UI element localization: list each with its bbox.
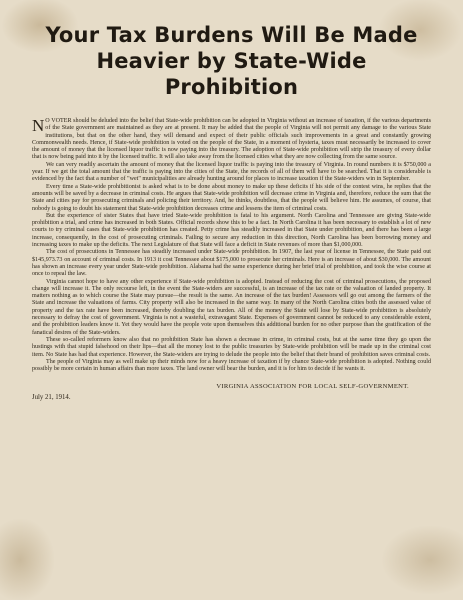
paragraph-7: These so-called reformers know also that no prohibition State has shown a decrease in crime, in criminal costs, but at the same time they go upon the hustings with that stupid falsehood on their lips—that all the money lost to the public treasuries by State-wide prohibition will be made up in the criminal cost item. No State has had that experience. However, the State-widers are trying to delude the people into the belief that their brand of prohibition saves criminal costs. [32,336,431,358]
page-title [32,22,431,100]
paragraph-text: O VOTER should be deluded into the belief that State-wide prohibition can be adopted in Virginia without an increase of taxation, if the various departments of the State government are maintained as they are at present. It may be added that the people of Virginia will not permit any damage to the various State institutions, but that on the other hand, they will demand and expect of their public officials such improvements in a great and constantly growing Commonwealth needs. Hence, if State-wide prohibition is voted on the people of the State, in a moment of hysteria, taxes must necessarily be increased to cover the amount of money that the licensed liquor traffic is now paying into the treasury. The adoption of State-wide prohibition will strip the treasury of every dollar that is now being paid into it by the licensed traffic. It will also take away from the licensed cities what they are now collecting from the same source. [32,118,431,161]
title-line-2: Heavier by State-Wide [96,49,367,73]
date-line: July 21, 1914. [32,394,71,402]
paragraph-5: The cost of prosecutions in Tennessee has steadily increased under State-wide prohibition. In 1907, the last year of license in Tennessee, the State paid out $145,973.73 on account of criminal costs. In 1913 it cost Tennessee about $175,000 to prosecute her criminals. Here is an increase of about $30,000. The amount has shown an increase every year under State-wide prohibition. Alabama had the same experience during her brief trial of prohibition, and took the wise course at once to repeal the law. [32,249,431,278]
article-body [32,118,431,373]
title-line-3: Prohibition [164,75,299,99]
paragraph-3: Every time a State-wide prohibitionist is asked what is to be done about money to make up these deficits if his side of the contest wins, he replies that the amounts will be saved by a decrease in criminal costs. He argues that State-wide prohibition will decrease crime in Virginia and, therefore, reduce the sum that the State and cities pay for prosecuting criminals and policing their territory. And, he thinks, doubtless, that the people will believe him. He assumes, of course, that nobody is going to doubt his statement that State-wide prohibition decreases crime and lessens the item of criminal costs. [32,183,431,212]
paragraph-2: We can very readily ascertain the amount of money that the licensed liquor traffic is paying into the treasury of Virginia. In round numbers it is $750,000 a year. If we get the total amount that the traffic is paying into the cities of the State, the records of all of them will have to be searched. That it is considerable is evidenced by the fact that a number of "wet" municipalities are already hunting around for places to increase taxation if the State-widers win in September. [32,161,431,183]
drop-cap: N [32,116,45,135]
paragraph-1 [32,118,431,162]
paragraph-6: Virginia cannot hope to have any other experience if State-wide prohibition is adopted. Instead of reducing the cost of criminal prosecutions, the proposed change will increase it. The only recourse left, in the event the State-widers are successful, is an increase of the tax rate or the valuation of landed property. It matters nothing as to which course the State may pursue—the result is the same. An increase of the tax burden! Assessors will go out among the farmers of the State and increase the valuations of farms. City property will also be increased in the same way. In many of the North Carolina cities both the assessed value of property and the tax rate have been increased, thereby doubling the tax burden. All of the money the State will lose by State-wide prohibition is absolutely necessary to defray the cost of government. Virginia is not a wasteful, extravagant State. Expenses of government cannot be reduced to any considerable extent, and the prohibition leaders know it. Yet they would have the people vote upon themselves this additional burden for no other purpose than the gratification of the fanatical desires of the State-widers. [32,278,431,336]
paragraph-8: The people of Virginia may as well make up their minds now for a heavy increase of taxation if by chance State-wide prohibition is adopted. Nothing could possibly be more certain in human affairs than more taxes. The land owner will bear the burden, and it is for him to decide if he wants it. [32,358,431,373]
paragraph-4: But the experience of sister States that have tried State-wide prohibition is fatal to his argument. North Carolina and Tennessee are giving State-wide prohibition a trial, and crime has increased in both States. Official records show this to be a fact. In North Carolina it has been necessary to establish a lot of new courts to try criminal cases that State-wide prohibition has created. Petty crime has steadily increased in that State under prohibition, and there has been a large increase, consequently, in the cost of prosecuting criminals. Failing to secure any reduction in this direction, North Carolina has been borrowing money and increasing taxes to make up the deficits. The next Legislature of that State will face a deficit in State revenues of more than $1,000,000. [32,212,431,249]
signature: VIRGINIA ASSOCIATION FOR LOCAL SELF-GOVERNMENT. [216,383,409,391]
title-line-1: Your Tax Burdens Will Be Made [45,23,418,47]
